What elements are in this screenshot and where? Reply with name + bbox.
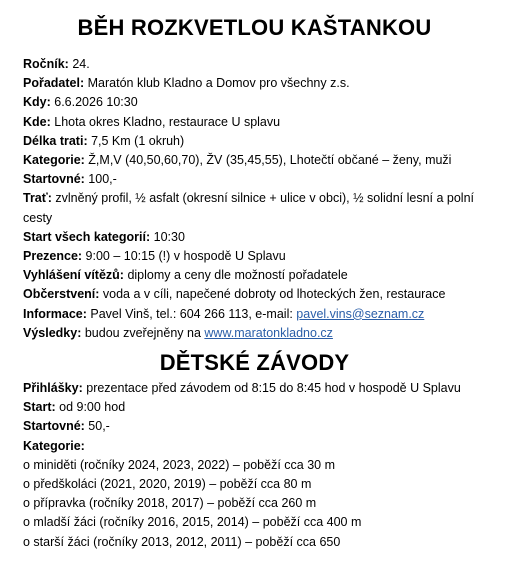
detail-value: Ž,M,V (40,50,60,70), ŽV (35,45,55), Lhotečtí občané – ženy, muži — [84, 153, 452, 168]
detail-value: Maratón klub Kladno a Domov pro všechny z.s. — [84, 76, 350, 91]
detail-value: 10:30 — [150, 229, 185, 244]
detail-value: voda a v cíli, napečené dobroty od lhoteckých žen, restaurace — [99, 287, 446, 302]
detail-label: Start: — [23, 400, 56, 415]
detail-where — [23, 113, 501, 132]
detail-awards — [23, 266, 501, 285]
detail-value: budou zveřejněny na — [81, 325, 205, 340]
detail-label: Vyhlášení vítězů: — [23, 268, 124, 283]
kids-categories-heading — [23, 437, 501, 456]
detail-year — [23, 55, 501, 74]
detail-label: Trať: — [23, 191, 52, 206]
detail-label: Kdy: — [23, 95, 51, 110]
detail-label: Občerstvení: — [23, 287, 100, 302]
detail-label: Startovné: — [23, 419, 85, 434]
detail-label: Start všech kategorií: — [23, 229, 151, 244]
detail-value: 6.6.2026 10:30 — [50, 95, 138, 110]
detail-registration — [23, 247, 501, 266]
email-link[interactable]: pavel.vins@seznam.cz — [296, 306, 425, 321]
detail-value: zvlněný profil, ½ asfalt (okresní silnice + ulice v obci), ½ solidní lesní a polní cesty — [23, 191, 474, 225]
detail-label: Informace: — [23, 306, 87, 321]
detail-value: 50,- — [84, 419, 110, 434]
detail-track — [23, 189, 501, 227]
detail-label: Prezence: — [23, 249, 83, 264]
list-item: o miniděti (ročníky 2024, 2023, 2022) – poběží cca 30 m — [23, 457, 335, 472]
detail-refreshments — [23, 285, 501, 304]
detail-value: 24. — [68, 57, 90, 71]
detail-distance — [23, 132, 501, 151]
detail-fee — [23, 170, 501, 189]
list-item: o předškoláci (2021, 2020, 2019) – poběží cca 80 m — [23, 477, 312, 492]
detail-start — [23, 228, 501, 247]
detail-label: Startovné: — [23, 172, 85, 187]
detail-value: 9:00 – 10:15 (!) v hospodě U Splavu — [82, 249, 286, 264]
detail-label: Ročník: — [23, 57, 69, 71]
kids-start — [23, 398, 501, 417]
detail-value: 7,5 Km (1 okruh) — [87, 133, 185, 148]
detail-value: 100,- — [84, 172, 117, 187]
list-item: o mladší žáci (ročníky 2016, 2015, 2014) – poběží cca 400 m — [23, 515, 362, 530]
kids-signup — [23, 379, 501, 398]
race-details — [23, 55, 501, 343]
kids-title: DĚTSKÉ ZÁVODY — [159, 350, 350, 375]
detail-label: Výsledky: — [23, 325, 82, 340]
detail-organizer — [23, 74, 501, 93]
kids-details — [23, 379, 501, 552]
detail-label: Délka trati: — [23, 133, 88, 148]
detail-when — [23, 93, 501, 112]
detail-label: Kategorie: — [23, 438, 85, 453]
kids-fee — [23, 417, 501, 436]
detail-value: od 9:00 hod — [55, 400, 126, 415]
detail-value: diplomy a ceny dle možností pořadatele — [123, 268, 348, 283]
detail-label: Kde: — [23, 114, 51, 129]
detail-value: prezentace před závodem od 8:15 do 8:45 hod v hospodě U Splavu — [82, 381, 461, 395]
detail-label: Kategorie: — [23, 153, 85, 168]
detail-label: Pořadatel: — [23, 76, 85, 91]
detail-value: Pavel Vinš, tel.: 604 266 113, e-mail: — [86, 306, 297, 321]
detail-contact — [23, 305, 501, 324]
detail-label: Přihlášky: — [23, 381, 83, 395]
list-item: o starší žáci (ročníky 2013, 2012, 2011) – poběží cca 650 — [23, 534, 341, 549]
website-link[interactable]: www.maratonkladno.cz — [204, 325, 333, 340]
detail-results — [23, 324, 501, 343]
detail-value: Lhota okres Kladno, restaurace U splavu — [50, 114, 281, 129]
list-item: o přípravka (ročníky 2018, 2017) – poběží cca 260 m — [23, 496, 317, 511]
detail-categories — [23, 151, 501, 170]
race-title: BĚH ROZKVETLOU KAŠTANKOU — [77, 15, 432, 40]
